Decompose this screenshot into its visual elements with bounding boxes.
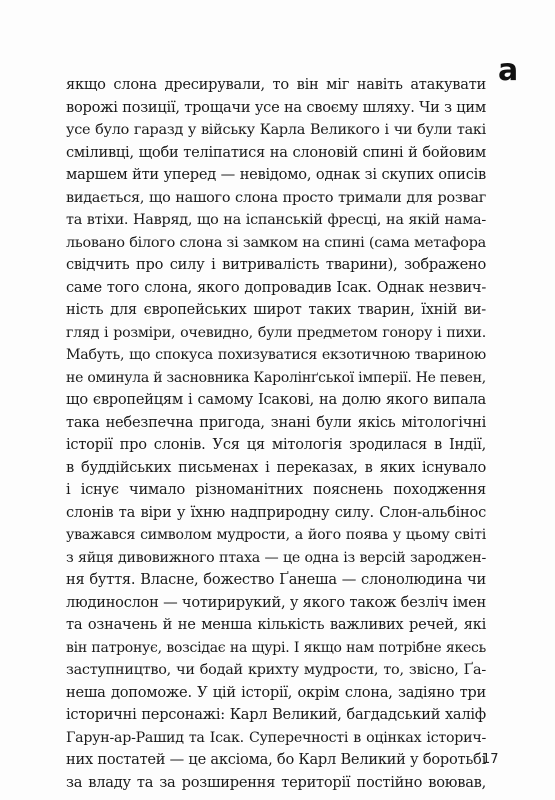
text-line: заступництво, чи бодай крихту мудрости, то, звісно, Ґа-	[66, 662, 486, 678]
text-line: він патронує, возсідає на щурі. І якщо нам потрібне якесь	[66, 639, 486, 656]
text-line: видається, що нашого слона просто тримали для розваг	[66, 189, 486, 206]
text-line: та втіхи. Навряд, що на іспанській фресці, на якій нама-	[66, 212, 486, 228]
text-line: людинослон — чотирирукий, у якого також безліч імен	[66, 593, 486, 611]
page-number: 17	[482, 752, 499, 767]
section-marker: а	[498, 53, 519, 88]
text-line: свідчить про силу і витривалість тварини), зображено	[66, 256, 486, 273]
text-line: слонів та віри у їхню надприродну силу. Слон-альбінос	[66, 503, 486, 521]
text-line: гляд і розміри, очевидно, були предметом гонору і пихи.	[66, 324, 486, 341]
body-text	[66, 74, 486, 794]
text-line: уважався символом мудрости, а його поява у цьому світі	[66, 527, 486, 543]
text-line: саме того слона, якого допровадив Ісак. Однак незвич-	[66, 278, 486, 296]
text-line: ворожі позиції, трощачи усе на своєму шляху. Чи з цим	[66, 98, 486, 116]
text-line: і існує чимало різноманітних пояснень походження	[66, 481, 486, 498]
text-line: з яйця дивовижного птаха — це одна із версій зароджен-	[66, 549, 486, 566]
text-line: що європейцям і самому Ісакові, на долю якого випала	[66, 391, 486, 408]
text-line: не оминула й засновника Каролінґської імперії. Не певен,	[66, 369, 486, 386]
text-line: льовано білого слона зі замком на спині (сама метафора	[66, 234, 486, 251]
text-line: усе було гаразд у війську Карла Великого і чи були такі	[66, 122, 486, 138]
text-line: та означень й не менша кількість важливих речей, які	[66, 616, 486, 633]
text-line: ня буття. Власне, божество Ґанеша — слонолюдина чи	[66, 571, 486, 588]
text-line: така небезпечна пригода, знані були якісь мітологічні	[66, 413, 486, 431]
text-line: історичні персонажі: Карл Великий, багдадський халіф	[66, 706, 486, 723]
text-line: них постатей — це аксіома, бо Карл Великий у боротьбі	[66, 751, 486, 768]
text-line: неша допоможе. У цій історії, окрім слона, задіяно три	[66, 683, 486, 701]
text-line: за владу та за розширення території постійно воював,	[66, 773, 486, 791]
text-line: якщо слона дресирували, то він міг навіть атакувати	[66, 76, 486, 93]
text-line: Мабуть, що спокуса похизуватися екзотичною твариною	[66, 347, 486, 363]
text-line: сміливці, щоби теліпатися на слоновій спині й бойовим	[66, 143, 486, 161]
text-line: в буддійських письменах і переказах, в яких існувало	[66, 458, 486, 476]
text-line: ність для європейських широт таких тварин, їхній ви-	[66, 301, 486, 318]
text-line: маршем йти уперед — невідомо, однак зі скупих описів	[66, 166, 486, 183]
text-line: історії про слонів. Уся ця мітологія зродилася в Індії,	[66, 436, 486, 453]
text-line: Гарун-ар-Рашид та Ісак. Суперечності в оцінках історич-	[66, 729, 486, 746]
